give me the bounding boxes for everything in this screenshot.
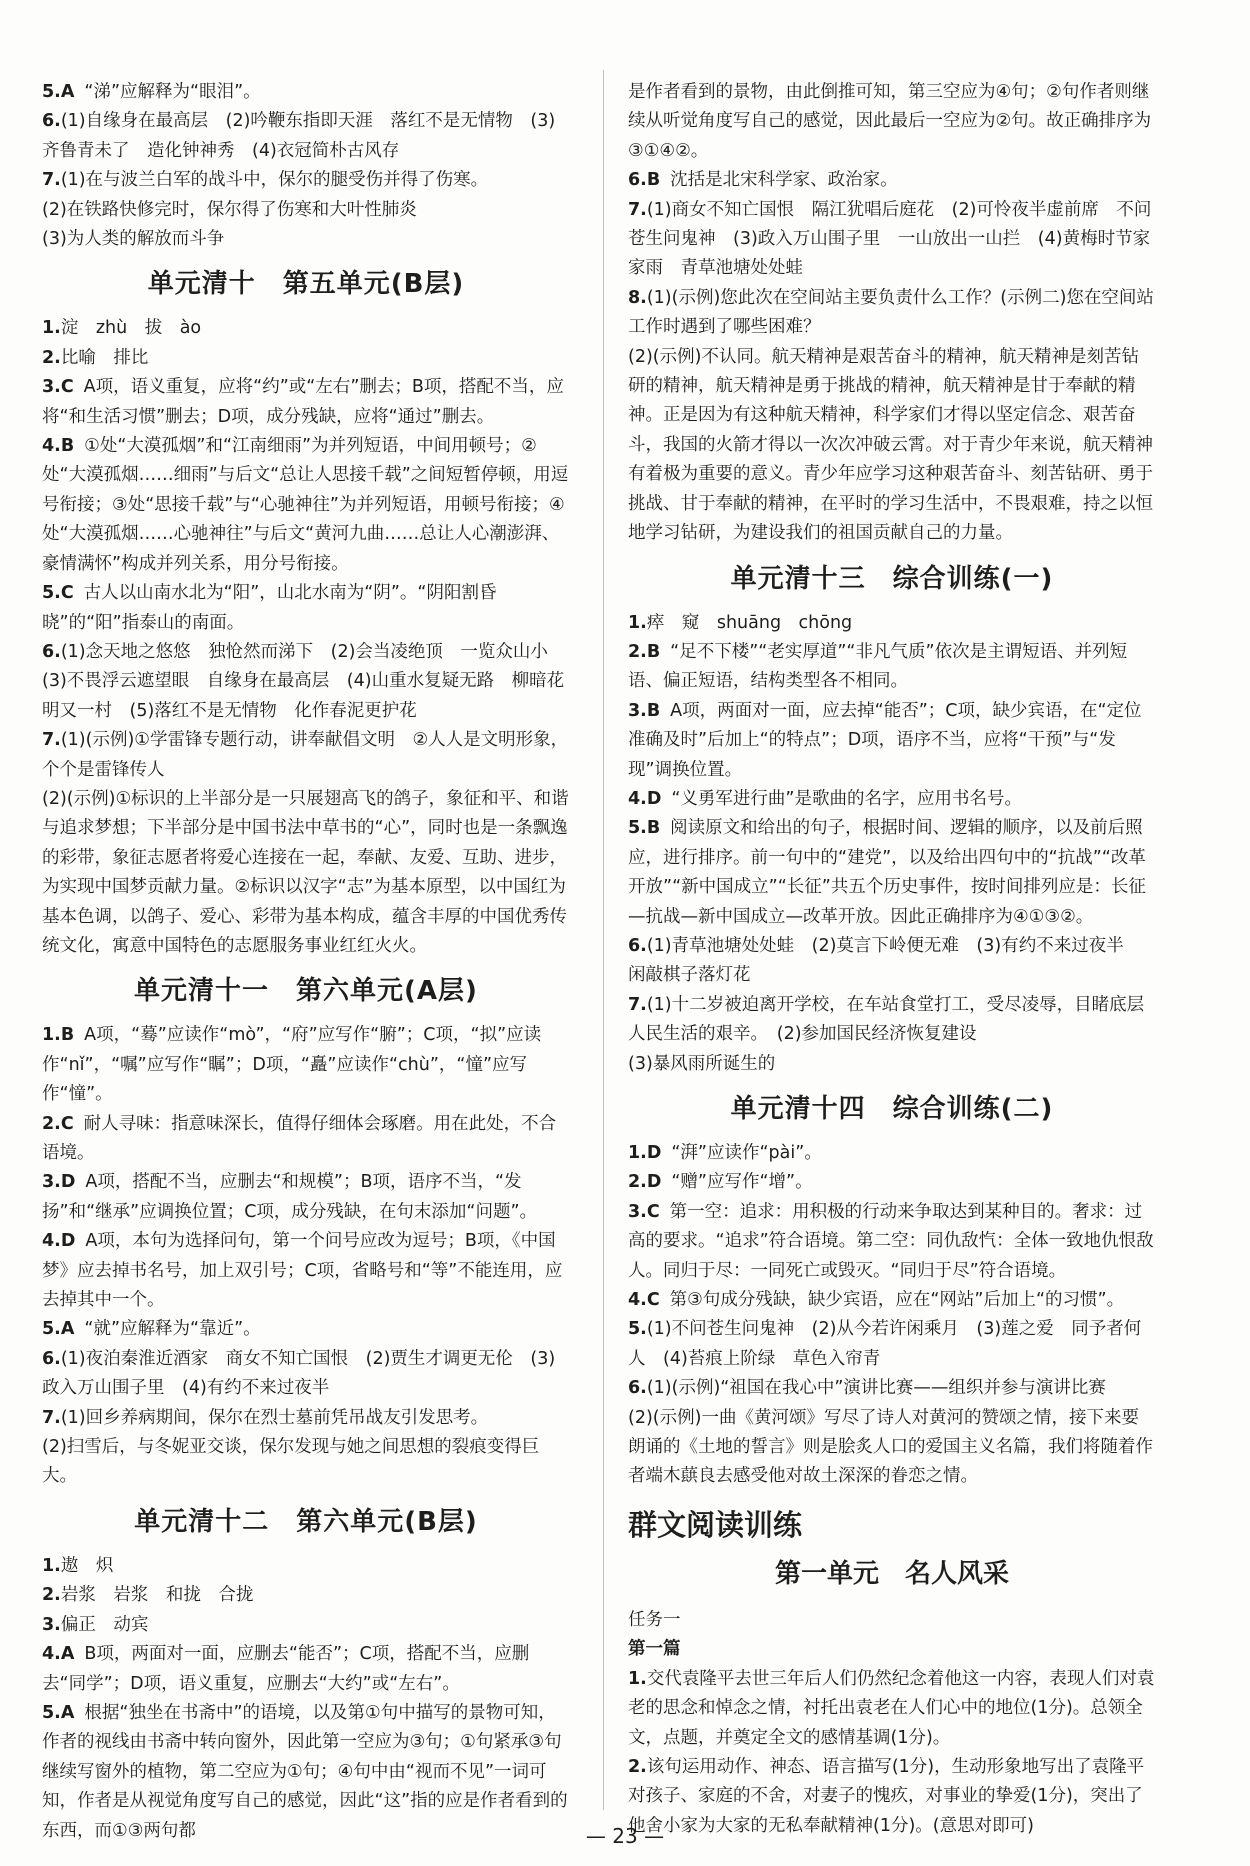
answer-text: (1)青草池塘处处蛙 (2)莫言下岭便无难 (3)有约不来过夜半 闲敲棋子落灯花 <box>628 935 1142 986</box>
item-number: 3. <box>42 1172 61 1193</box>
answer-text: (1)念天地之悠悠 独怆然而涕下 (2)会当凌绝顶 一览众山小 (3)不畏浮云遮望眼 自缘身在最高层 (4)山重水复疑无路 柳暗花明又一村 (5)落红不是无情物 化作春泥更护花 <box>42 641 566 721</box>
item-number: 2. <box>42 1585 61 1606</box>
item-number: 2. <box>42 347 61 368</box>
answer-text: (1)(示例)①学雷锋专题行动，讲奉献倡文明 ②人人是文明形象，个个是雷锋传人 <box>42 730 569 780</box>
answer-letter: D <box>646 1143 662 1163</box>
answer-item <box>42 1552 570 1581</box>
answer-text: (2)在铁路快修完时，保尔得了伤寒和大叶性肺炎 <box>42 199 417 220</box>
unit-heading: 第一单元 名人风采 <box>774 1558 1009 1589</box>
item-number: 4. <box>42 436 61 457</box>
answer-item <box>628 1315 1156 1374</box>
answer-text: 比喻 排比 <box>60 347 149 368</box>
item-number: 4. <box>628 1290 647 1311</box>
section-heading: 单元清十 第五单元(B层) <box>147 269 465 300</box>
answer-text: (1)不问苍生问鬼神 (2)从今若许闲乘月 (3)莲之爱 同予者何人 (4)苔痕上阶绿 草色入帘青 <box>628 1319 1142 1369</box>
answer-item <box>42 579 570 638</box>
answer-letter: A <box>60 82 75 102</box>
item-number: 2. <box>42 1113 61 1134</box>
answer-text: 瘁 窥 shuāng chōng <box>646 612 853 633</box>
answer-item <box>628 1050 1156 1079</box>
answer-text: 是作者看到的景物，由此倒推可知，第三空应为④句；②句作者则继续从听觉角度写自己的感觉，因此最后一空应为②句。故正确排序为③①④②。 <box>628 82 1152 161</box>
answer-item <box>42 638 570 726</box>
item-number: 6. <box>628 170 647 191</box>
answer-item <box>42 726 570 785</box>
answer-text: (1)(示例)您此次在空间站主要负责什么工作？(示例二)您在空间站工作时遇到了哪些困难？ <box>628 287 1154 338</box>
answer-item <box>628 78 1156 166</box>
answer-item <box>628 1198 1156 1286</box>
item-number: 6. <box>628 935 647 956</box>
item-number: 4. <box>628 788 647 809</box>
item-number: 4. <box>42 1231 61 1252</box>
answer-item <box>42 1433 570 1492</box>
answer-item <box>628 814 1156 932</box>
answer-item <box>628 1404 1156 1492</box>
item-number: 7. <box>42 730 61 751</box>
answer-letter: C <box>646 1290 660 1311</box>
answer-text: ①处“大漠孤烟”和“江南细雨”为并列短语，中间用顿号；②处“大漠孤烟……细雨”与后文“总让人思接千载”之间短暂停顿，用逗号衔接；③处“思接千载”与“心驰神往”为并列短语，用顿号衔接；④处“大漠孤烟……心驰神往”与后文“黄河九曲……总让人心潮澎湃、豪情满怀”构成并列关系，用分号衔接。 <box>42 436 569 574</box>
answer-item <box>628 284 1156 343</box>
item-number: 3. <box>628 700 647 721</box>
answer-text: 岩浆 岩浆 和拢 合拢 <box>60 1585 254 1606</box>
answer-item <box>42 344 570 373</box>
answer-text: B项，两面对一面，应删去“能否”；C项，搭配不当，应删去“同学”；D项，语义重复，应删去“大约”或“左右”。 <box>42 1644 530 1694</box>
answer-text: A项，两面对一面，应去掉“能否”；C项，缺少宾语，在“定位准确及时”后加上“的特点”；D项，语序不当，应将“干预”与“发现”调换位置。 <box>628 700 1142 780</box>
item-number: 3. <box>42 377 61 398</box>
answer-item <box>628 343 1156 549</box>
answer-text: “足不下楼”“老实厚道”“非凡气质”依次是主谓短语、并列短语、偏正短语，结构类型各不相同。 <box>628 641 1128 692</box>
answer-text: “义勇军进行曲”是歌曲的名字，应用书名号。 <box>671 788 1022 809</box>
section-heading: 单元清十一 第六单元(A层) <box>134 976 478 1007</box>
item-number: 1. <box>628 612 647 633</box>
answer-letter: B <box>60 436 75 457</box>
item-number: 5. <box>42 583 61 604</box>
item-number: 2. <box>628 1172 647 1193</box>
answer-item <box>628 932 1156 991</box>
answer-text: (2)(示例)①标识的上半部分是一只展翅高飞的鸽子，象征和平、和谐与追求梦想；下半部分是中国书法中草书的“心”，同时也是一条飘逸的彩带，象征志愿者将爱心连接在一起，奉献、友爱、互助、进步，为实现中国梦贡献力量。②标识以汉字“志”为基本原型，以中国红为基本色调，以鸽子、爱心、彩带为基本构成，蕴含丰厚的中国优秀传统文化，寓意中国特色的志愿服务事业红红火火。 <box>42 788 569 956</box>
answer-letter: D <box>60 1231 76 1252</box>
answer-text: (1)夜泊秦淮近酒家 商女不知亡国恨 (2)贾生才调更无伦 (3)政入万山围子里 (4)有约不来过夜半 <box>42 1348 556 1399</box>
answer-item <box>42 1021 570 1109</box>
answer-item <box>628 638 1156 697</box>
answer-letter: C <box>60 1113 74 1134</box>
answer-text: 淀 zhù 拔 ào <box>60 318 202 339</box>
item-number: 5. <box>42 1319 61 1340</box>
answer-item <box>42 1581 570 1610</box>
answer-item <box>42 1168 570 1227</box>
answer-letter: B <box>646 170 661 191</box>
answer-text: (1)回乡养病期间，保尔在烈士墓前凭吊战友引发思考。 <box>60 1407 489 1428</box>
answer-text: 耐人寻味：指意味深长，值得仔细体会琢磨。用在此处，不合语境。 <box>42 1113 557 1163</box>
answer-letter: C <box>60 583 74 604</box>
answer-text: (3)为人类的解放而斗争 <box>42 229 225 250</box>
right-column <box>628 78 1156 1841</box>
answer-text: A项，本句为选择问句，第一个问号应改为逗号；B项，《中国梦》应去掉书名号，加上双引号；C项，省略号和“等”不能连用，应去掉其中一个。 <box>42 1231 563 1311</box>
answer-text: (1)商女不知亡国恨 隔江犹唱后庭花 (2)可怜夜半虚前席 不问苍生问鬼神 (3)政入万山围子里 一山放出一山拦 (4)黄梅时节家家雨 青草池塘处处蛙 <box>628 199 1152 279</box>
answer-item <box>628 196 1156 284</box>
item-number: 3. <box>628 1201 647 1222</box>
item-number: 6. <box>628 1378 647 1399</box>
item-number: 8. <box>628 287 647 308</box>
answer-item <box>42 1345 570 1404</box>
answer-item <box>628 697 1156 785</box>
left-column <box>42 78 570 1846</box>
answer-item <box>628 166 1156 195</box>
answer-item <box>42 1227 570 1315</box>
answer-item <box>42 196 570 225</box>
answer-text: 沈括是北宋科学家、政治家。 <box>670 170 898 191</box>
item-number: 2. <box>628 1756 647 1777</box>
answer-item <box>628 609 1156 638</box>
task-label: 任务一 <box>628 1609 681 1630</box>
answer-letter: A <box>60 1644 75 1665</box>
answer-item <box>42 1640 570 1699</box>
item-number: 1. <box>628 1668 647 1689</box>
answer-letter: C <box>646 1201 660 1222</box>
answer-item <box>628 991 1156 1050</box>
answer-text: (1)(示例)“祖国在我心中”演讲比赛——组织并参与演讲比赛 <box>646 1378 1106 1399</box>
answer-text: (3)暴风雨所诞生的 <box>628 1053 776 1074</box>
answer-item <box>42 785 570 961</box>
answer-text: A项，“蓦”应读作“mò”，“府”应写作“腑”；C项，“拟”应读作“nǐ”，“嘱”应写作“瞩”；D项，“矗”应读作“chù”，“憧”应写作“憧”。 <box>42 1025 542 1105</box>
item-number: 7. <box>42 1407 61 1428</box>
answer-text: (1)自缘身在最高层 (2)吟鞭东指即天涯 落红不是无情物 (3)齐鲁青未了 造化钟神秀 (4)衣冠简朴古风存 <box>42 111 556 161</box>
answer-text: (1)十二岁被迫离开学校，在车站食堂打工，受尽凌辱，目睹底层人民生活的艰辛。 (2)参加国民经济恢复建设 <box>628 994 1145 1045</box>
answer-item <box>628 785 1156 814</box>
answer-text: 该句运用动作、神态、语言描写(1分)，生动形象地写出了袁隆平对孩子、家庭的不舍，对妻子的愧疚，对事业的挚爱(1分)，突出了他舍小家为大家的无私奉献精神(1分)。(意思对即可) <box>628 1756 1145 1836</box>
answer-text: (1)在与波兰白军的战斗中，保尔的腿受伤并得了伤寒。 <box>60 170 489 191</box>
section-heading: 单元清十三 综合训练(一) <box>730 563 1054 594</box>
answer-text: (2)(示例)不认同。航天精神是艰苦奋斗的精神，航天精神是刻苦钻研的精神，航天精神是勇于挑战的精神，航天精神是甘于奉献的精神。正是因为有这种航天精神，科学家们才得以坚定信念、艰苦奋斗，我国的火箭才得以一次次冲破云霄。对于青少年来说，航天精神有着极为重要的意义。青少年应学习这种艰苦奋斗、刻苦钻研、勇于挑战、甘于奉献的精神，在平时的学习生活中，不畏艰难，持之以恒地学习钻研，为建设我们的祖国贡献自己的力量。 <box>628 346 1153 544</box>
answer-letter: D <box>60 1172 76 1193</box>
answer-item <box>42 1404 570 1433</box>
answer-letter: A <box>60 1702 75 1723</box>
item-number: 3. <box>42 1614 61 1635</box>
answer-letter: B <box>60 1025 75 1046</box>
item-number: 4. <box>42 1644 61 1665</box>
item-number: 5. <box>42 1702 61 1723</box>
answer-item <box>628 1139 1156 1168</box>
answer-text: 古人以山南水北为“阳”，山北水南为“阴”。“阴阳割昏晓”的“阳”指泰山的南面。 <box>42 583 497 633</box>
answer-text: 遨 炽 <box>60 1555 114 1576</box>
item-number: 7. <box>628 994 647 1015</box>
answer-item <box>628 1168 1156 1197</box>
item-number: 5. <box>628 1319 647 1340</box>
item-number: 1. <box>42 1025 61 1046</box>
answer-item <box>42 1110 570 1169</box>
page-number: — 23 — <box>585 1824 665 1848</box>
item-number: 2. <box>628 641 647 662</box>
answer-text: “赠”应写作“增”。 <box>671 1172 813 1193</box>
answer-item <box>42 314 570 343</box>
item-number: 1. <box>628 1143 647 1163</box>
answer-text: “涕”应解释为“眼泪”。 <box>84 82 261 102</box>
answer-item <box>42 166 570 195</box>
item-number: 7. <box>628 199 647 220</box>
section-heading: 单元清十二 第六单元(B层) <box>134 1506 478 1537</box>
group-heading: 群文阅读训练 <box>628 1507 803 1542</box>
answer-text: “湃”应读作“pài”。 <box>671 1143 822 1163</box>
answer-item <box>42 432 570 579</box>
answer-item <box>628 1374 1156 1403</box>
item-number: 1. <box>42 318 61 339</box>
answer-letter: B <box>646 641 661 662</box>
answer-text: A项，搭配不当，应删去“和规模”；B项，语序不当，“发扬”和“继承”应调换位置；C项，成分残缺，在句末添加“问题”。 <box>42 1172 538 1222</box>
item-number: 5. <box>628 818 647 839</box>
answer-text: 第一空：追求：用积极的行动来争取达到某种目的。奢求：过高的要求。“追求”符合语境。第二空：同仇敌忾：全体一致地仇恨敌人。同归于尽：一同死亡或毁灭。“同归于尽”符合语境。 <box>628 1201 1154 1281</box>
answer-text: 根据“独坐在书斋中”的语境，以及第①句中描写的景物可知，作者的视线由书斋中转向窗外，因此第一空应为③句；①句紧承③句继续写窗外的植物，第二空应为①句；④句中由“视而不见”一词可知，作者是从视觉角度写自己的感觉，因此“这”指的应是作者看到的东西，而①③两句都 <box>42 1702 568 1841</box>
answer-letter: D <box>646 788 662 809</box>
item-number: 6. <box>42 641 61 662</box>
answer-item <box>42 373 570 432</box>
answer-letter: B <box>646 818 661 839</box>
item-number: 6. <box>42 111 61 132</box>
column-divider <box>603 70 604 1810</box>
answer-text: 偏正 动宾 <box>60 1614 149 1635</box>
answer-letter: B <box>646 700 661 721</box>
task-label: 第一篇 <box>628 1639 681 1660</box>
answer-item <box>628 1665 1156 1753</box>
answer-text: (2)扫雪后，与冬妮亚交谈，保尔发现与她之间思想的裂痕变得巨大。 <box>42 1437 540 1487</box>
answer-item <box>42 1315 570 1344</box>
section-heading: 单元清十四 综合训练(二) <box>730 1094 1054 1124</box>
answer-text: “就”应解释为“靠近”。 <box>84 1319 261 1340</box>
answer-text: A项，语义重复，应将“约”或“左右”删去；B项，搭配不当，应将“和生活习惯”删去；D项，成分残缺，应将“通过”删去。 <box>42 377 564 427</box>
answer-item <box>628 1286 1156 1315</box>
answer-letter: C <box>60 377 74 398</box>
answer-item <box>42 107 570 166</box>
answer-text: 阅读原文和给出的句子，根据时间、逻辑的顺序，以及前后照应，进行排序。前一句中的“建党”，以及给出四句中的“抗战”“改革开放”“新中国成立”“长征”共五个历史事件，按时间排列应是：长征—抗战—新中国成立—改革开放。因此正确排序为④①③②。 <box>628 818 1146 927</box>
item-number: 5. <box>42 82 61 102</box>
item-number: 1. <box>42 1555 61 1576</box>
answer-item <box>42 1611 570 1640</box>
answer-text: (2)(示例)一曲《黄河颂》写尽了诗人对黄河的赞颂之情，接下来要朗诵的《土地的誓言》则是脍炙人口的爱国主义名篇，我们将随着作者端木蕻良去感受他对故土深深的眷恋之情。 <box>628 1407 1153 1487</box>
answer-item <box>42 225 570 254</box>
answer-text: 第③句成分残缺，缺少宾语，应在“网站”后加上“的习惯”。 <box>669 1290 1125 1311</box>
answer-letter: A <box>60 1319 75 1340</box>
answer-text: 交代袁隆平去世三年后人们仍然纪念着他这一内容，表现人们对袁老的思念和悼念之情，衬托出袁老在人们心中的地位(1分)。总领全文，点题，并奠定全文的感情基调(1分)。 <box>628 1668 1155 1748</box>
item-number: 7. <box>42 170 61 191</box>
answer-letter: D <box>646 1172 662 1193</box>
answer-item <box>42 78 570 107</box>
item-number: 6. <box>42 1348 61 1369</box>
